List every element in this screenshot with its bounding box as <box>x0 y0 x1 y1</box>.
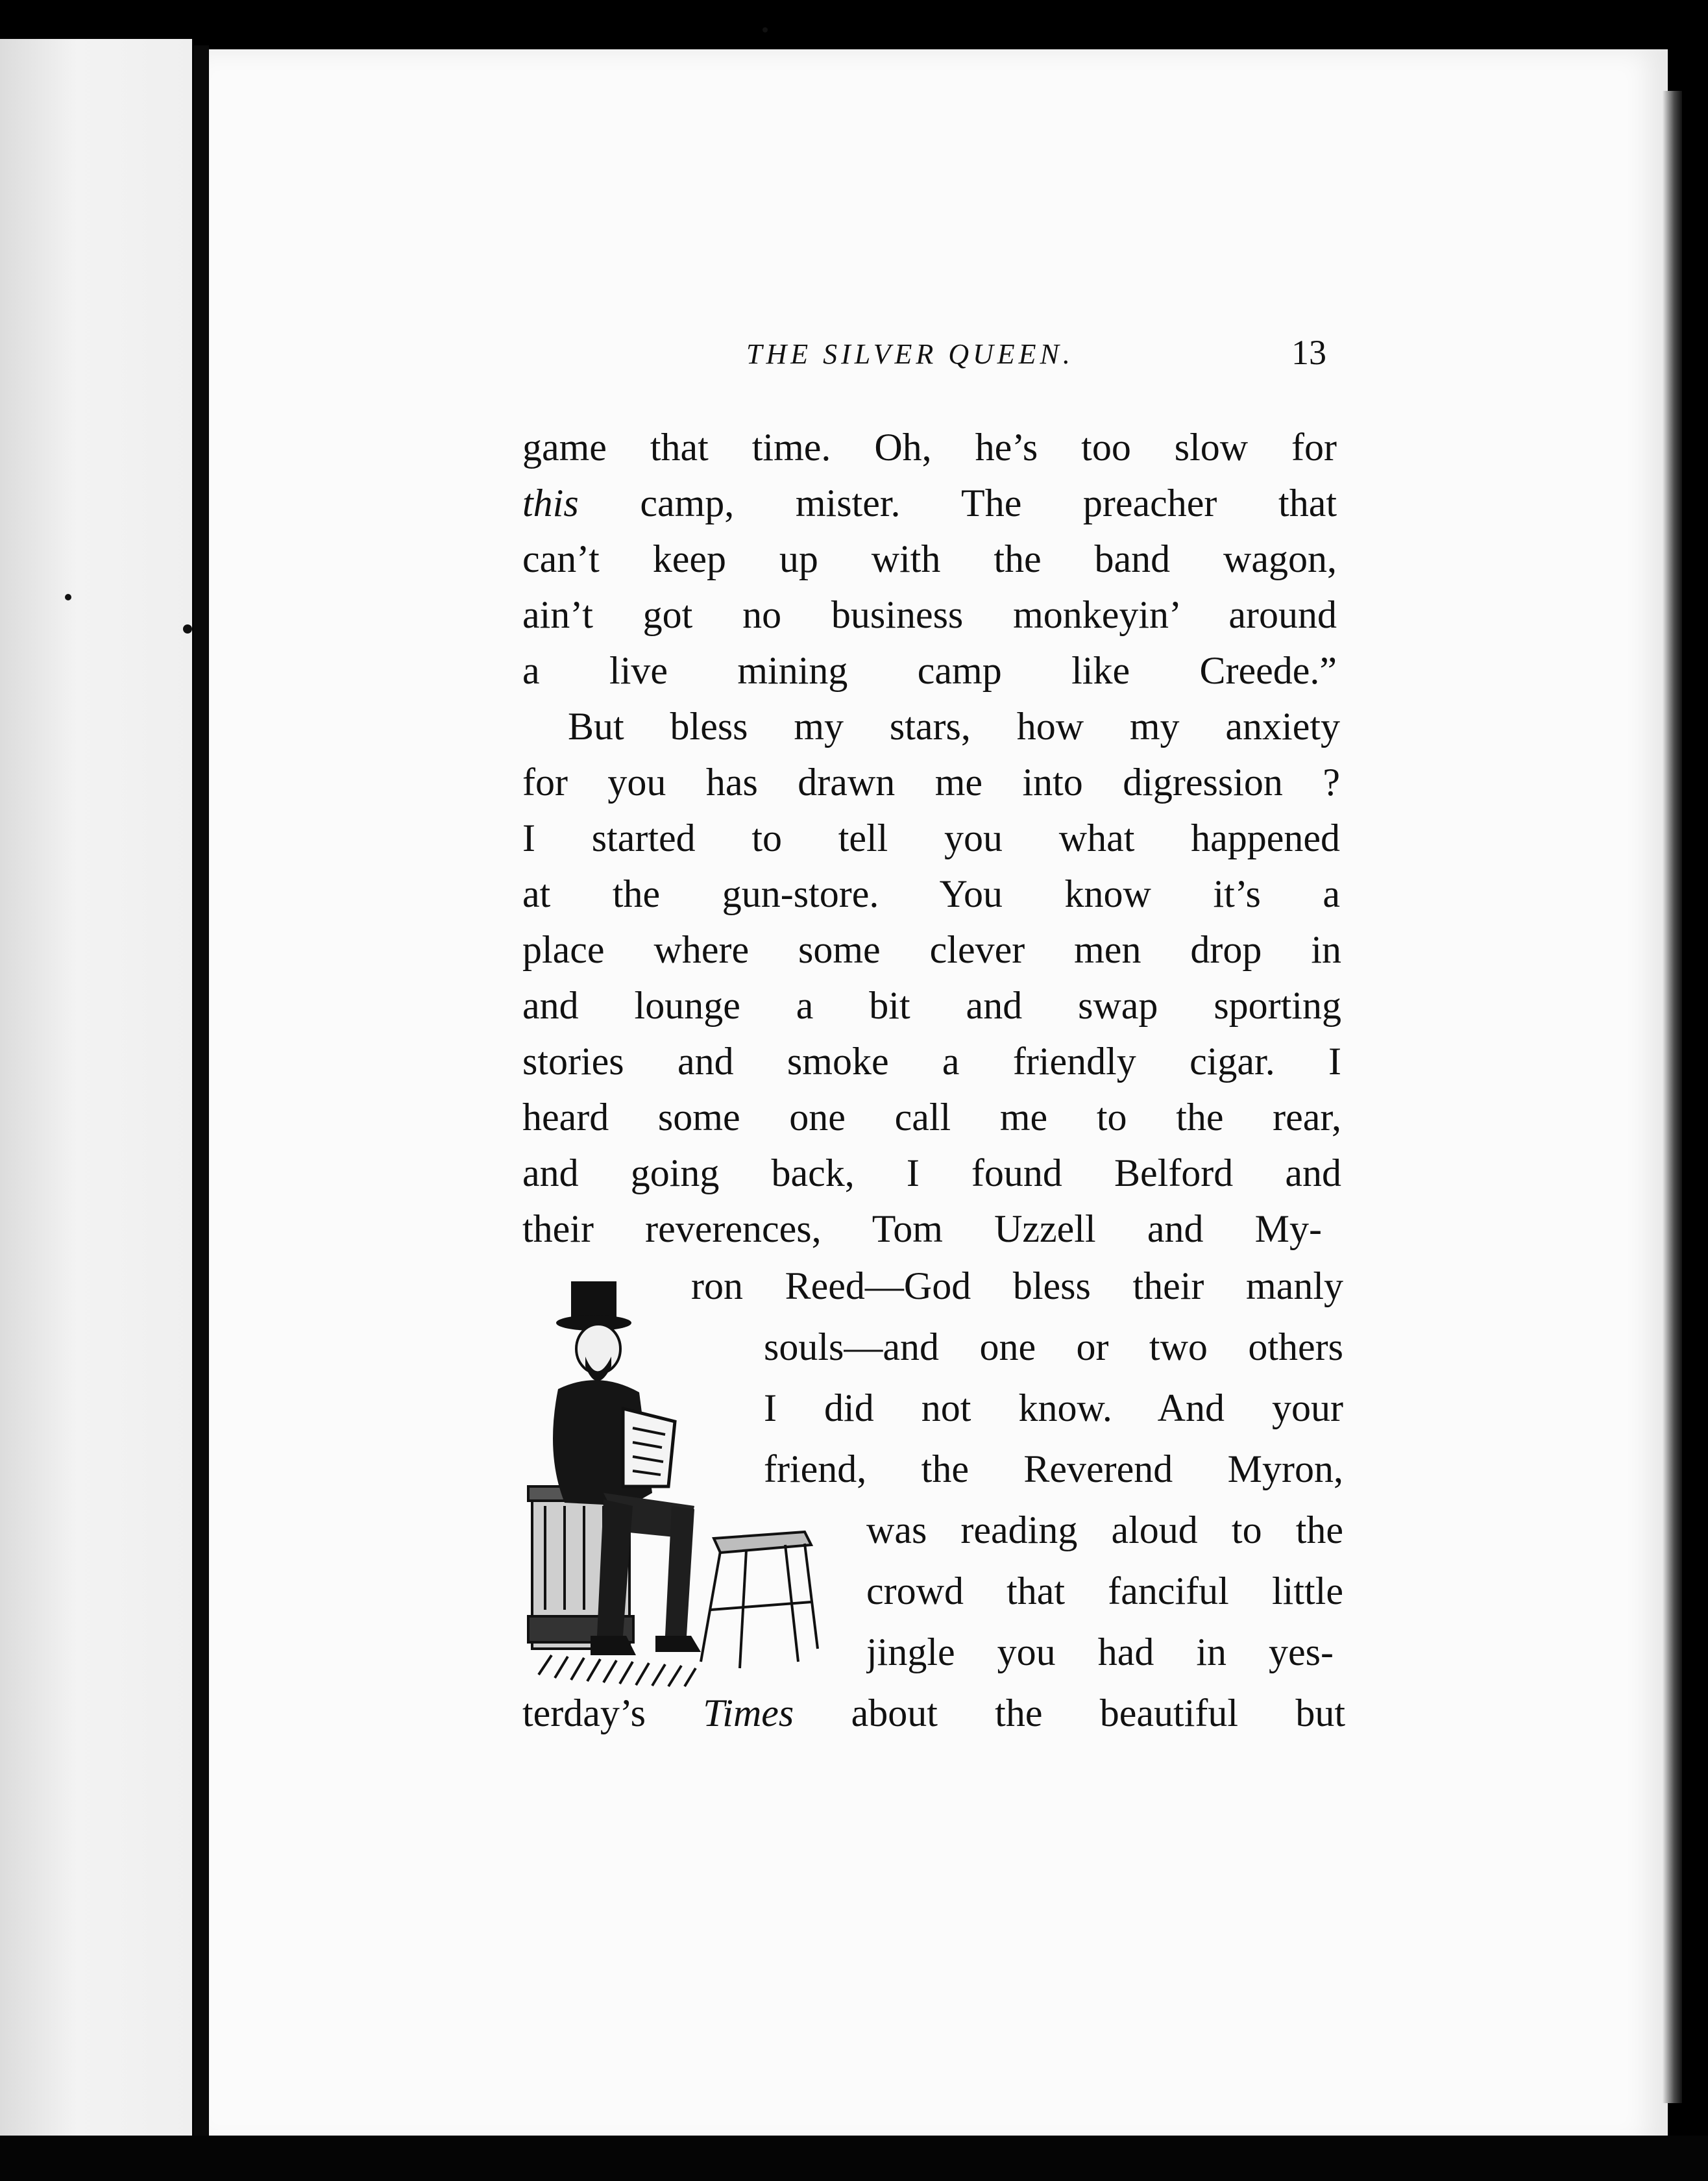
stool <box>701 1532 818 1668</box>
text-line: jingle you had in yes- <box>866 1631 1334 1673</box>
text-line: ain’t got no business monkeyin’ around <box>522 593 1337 636</box>
emphasis: Times <box>703 1692 794 1734</box>
text-line: friend, the Reverend Myron, <box>764 1448 1343 1490</box>
text-line: crowd that fanciful little <box>866 1570 1343 1612</box>
text-line: place where some clever men drop in <box>522 928 1341 971</box>
emphasis: this <box>522 482 579 524</box>
page-number: 13 <box>1291 333 1326 372</box>
text-line: I did not know. And your <box>764 1386 1343 1429</box>
text-line: souls—and one or two others <box>764 1325 1343 1368</box>
text-line: and lounge a bit and swap sporting <box>522 984 1341 1027</box>
text-line: stories and smoke a friendly cigar. I <box>522 1040 1341 1083</box>
text-line: But bless my stars, how my anxiety <box>568 705 1340 748</box>
text-line: their reverences, Tom Uzzell and My- <box>522 1207 1322 1250</box>
fore-edge-shadow <box>1663 91 1682 2103</box>
text-line: a live mining camp like Creede.” <box>522 649 1337 692</box>
text-run: terday’s <box>522 1692 703 1734</box>
text-line: game that time. Oh, he’s too slow for <box>522 426 1337 469</box>
text-line <box>522 474 1337 532</box>
scan-speck <box>183 624 192 634</box>
scan-border-bottom <box>0 2136 1708 2181</box>
text-run: camp, mister. The preacher that <box>578 482 1337 524</box>
text-line: ron Reed—God bless their manly <box>691 1264 1343 1307</box>
gutter-shadow <box>193 45 209 2136</box>
text-line: heard some one call me to the rear, <box>522 1096 1341 1139</box>
floor-hatching <box>539 1655 696 1686</box>
text-line: for you has drawn me into digression ? <box>522 761 1340 804</box>
running-head: THE SILVER QUEEN. <box>746 338 1074 370</box>
text-line: was reading aloud to the <box>866 1509 1343 1551</box>
text-run: about the beautiful but <box>794 1692 1345 1734</box>
text-line: can’t keep up with the band wagon, <box>522 537 1337 580</box>
reading-man-illustration <box>526 1272 863 1701</box>
previous-page-edge <box>0 39 192 2142</box>
scan-speck <box>65 594 71 600</box>
scan-speck <box>762 27 768 32</box>
text-line: I started to tell you what happened <box>522 817 1340 859</box>
text-line: and going back, I found Belford and <box>522 1152 1341 1194</box>
text-line: at the gun-store. You know it’s a <box>522 872 1340 915</box>
